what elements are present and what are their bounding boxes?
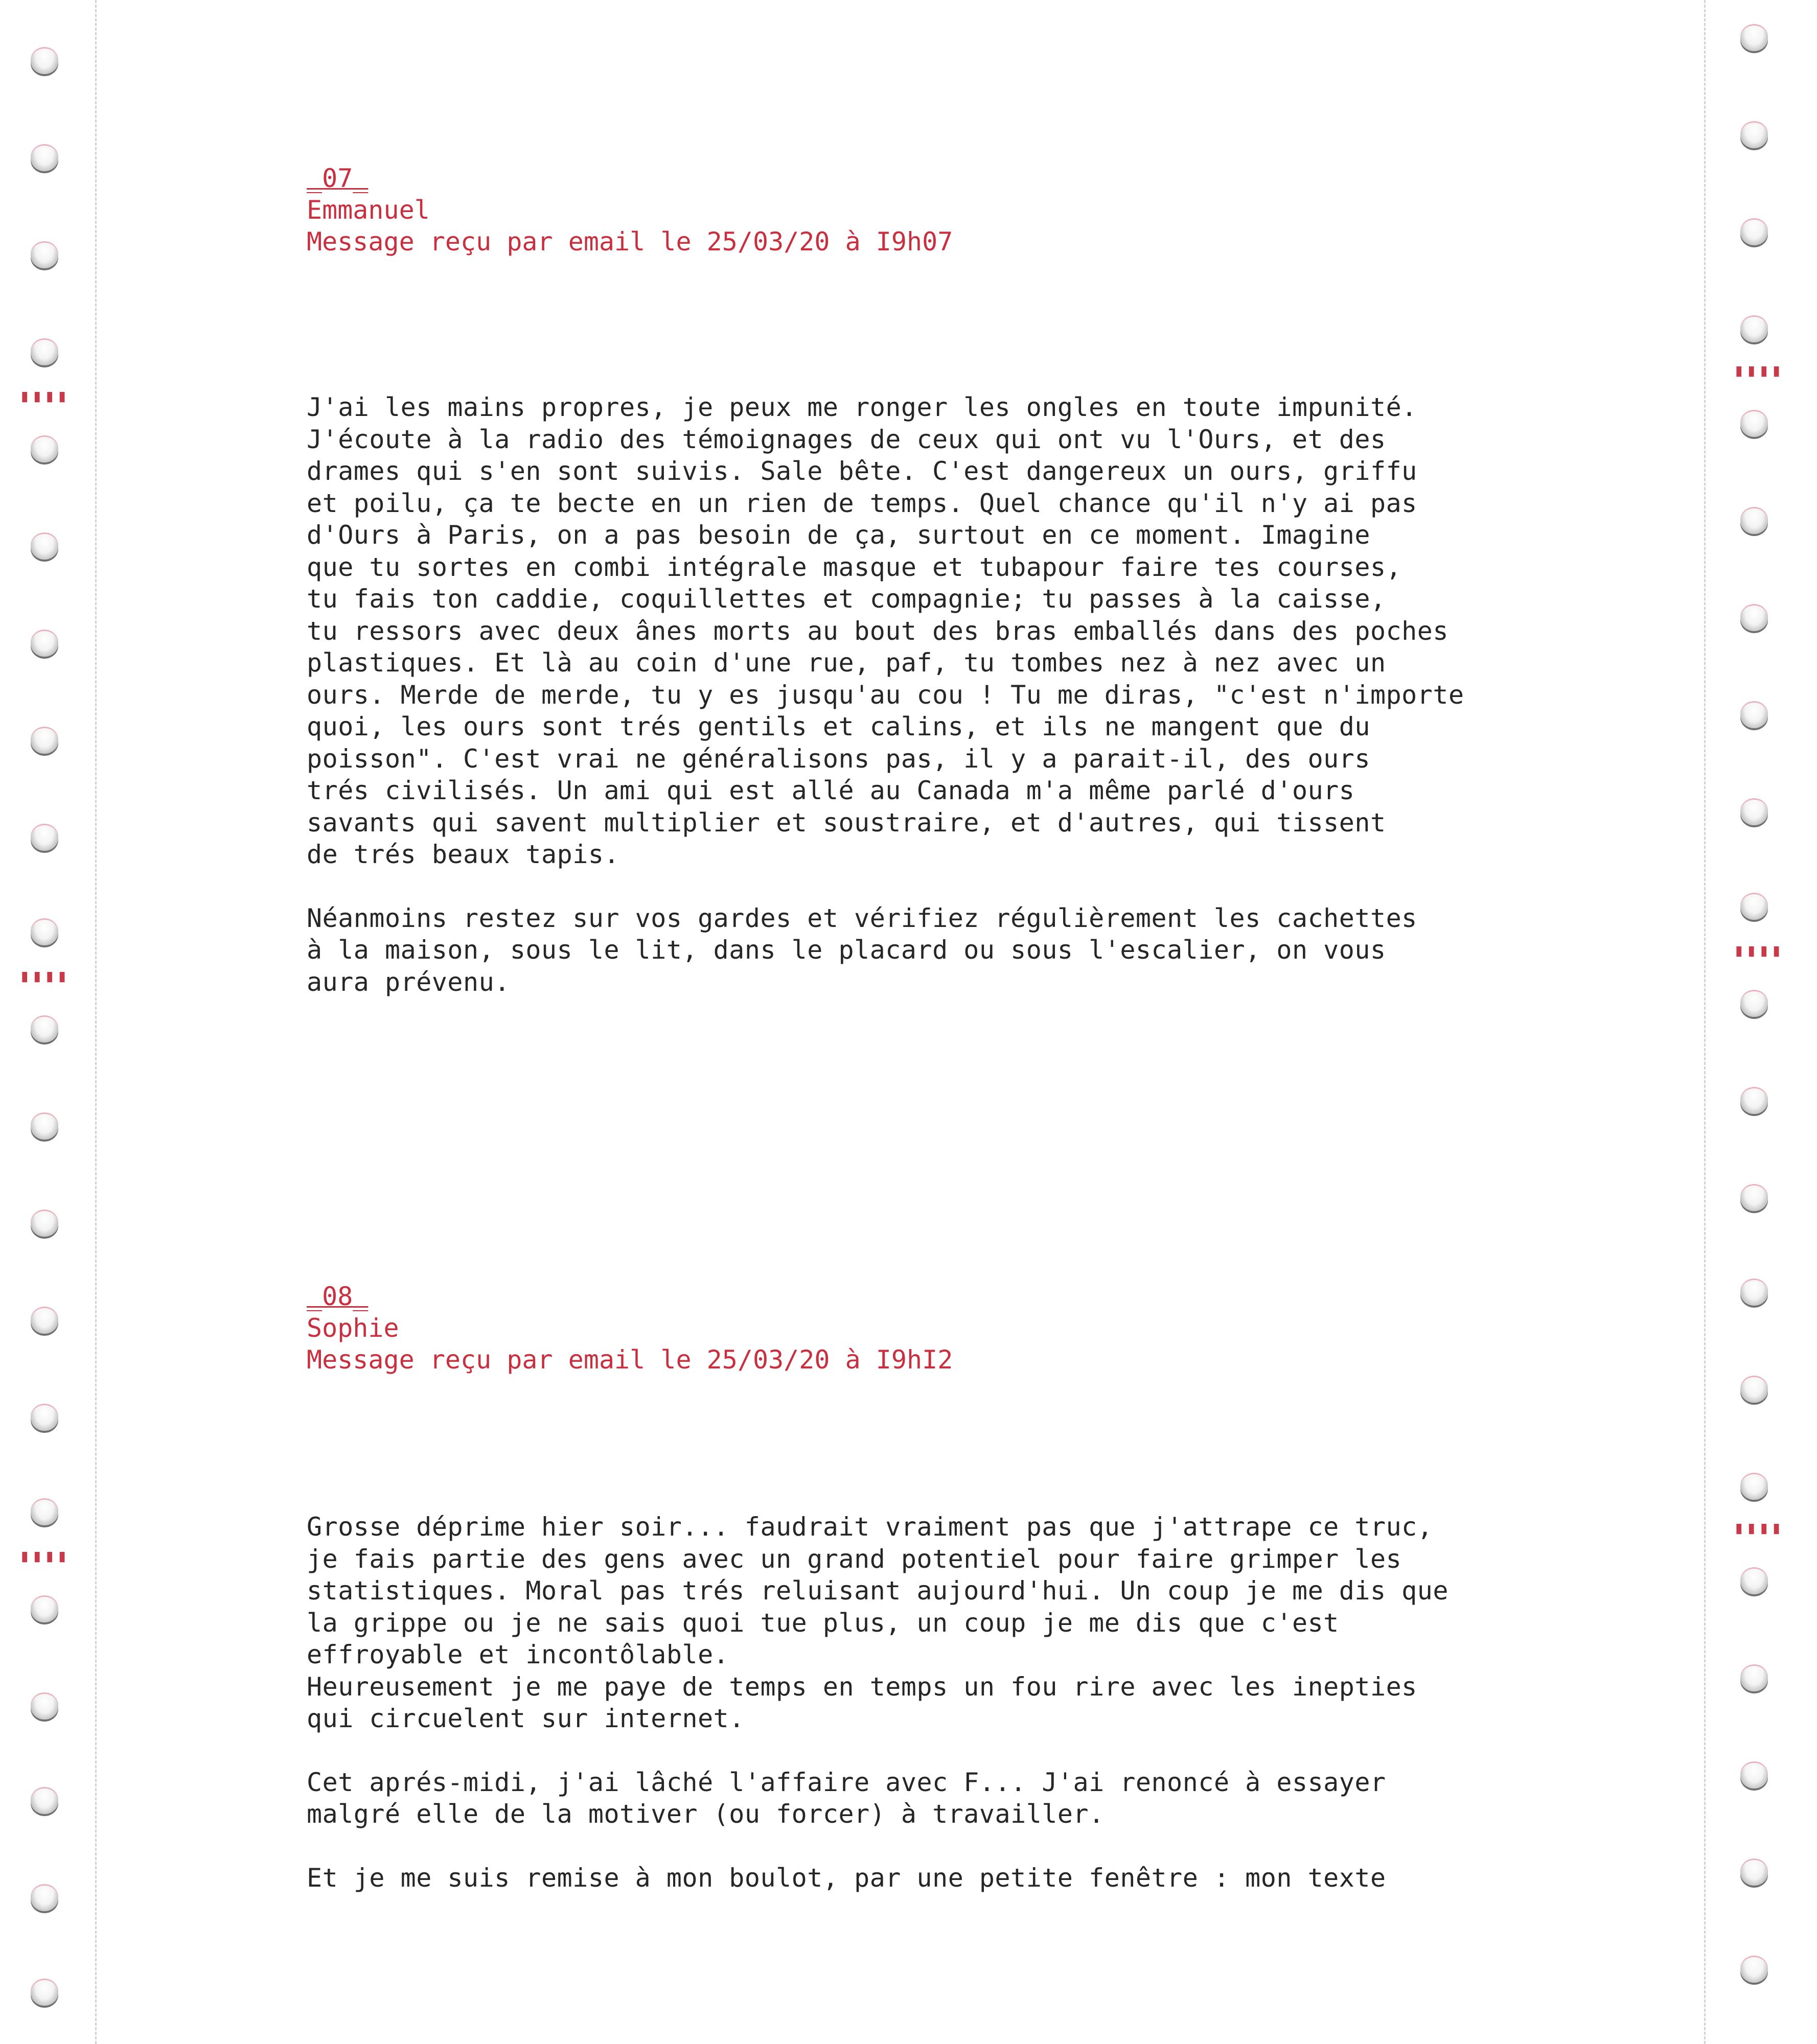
page-mark-ticks: ▮▮▮▮ <box>1734 1518 1784 1538</box>
feed-hole <box>31 1597 58 1622</box>
left-perforation-line <box>95 0 97 2044</box>
message-header: Message reçu par email le 25/03/20 à I9h07 <box>307 227 953 257</box>
left-feed-strip <box>0 0 97 2044</box>
message-author: Emmanuel <box>307 195 430 225</box>
message-number: _08_ <box>307 1282 369 1311</box>
message-paragraph: J'ai les mains propres, je peux me ronger les ongles en toute impunité. J'écoute à la radio des témoignages de ceux qui ont vu l'Ours, et des drames qui s'en sont suivis. Sale bête. C'est dangereux un ours, griffu et poilu, ça te becte en un rien de temps. Quel chance qu'il n'y ai pas d'Ours à Paris, on a pas besoin de ça, surtout en ce moment. Imagine que tu sortes en combi intégrale masque et tubapour faire tes courses, tu fais ton caddie, coquillettes et compagnie; tu passes à la caisse, tu ressors avec deux ânes morts au bout des bras emballés dans des poches plastiques. Et là au coin d'une rue, paf, tu tombes nez à nez avec un ours. Merde de merde, tu y es jusqu'au cou ! Tu me diras, "c'est n'importe quoi, les ours sont trés gentils et calins, et ils ne mangent que du poisson". C'est vrai ne généralisons pas, il y a parait-il, des ours trés civilisés. Un ami qui est allé au Canada m'a même parlé d'ours savants qui savent multiplier et soustraire, et d'autres, qui tissent de trés beaux tapis. <box>307 392 1464 869</box>
message-paragraph: Néanmoins restez sur vos gardes et vérifiez régulièrement les cachettes à la maison, sous le lit, dans le placard ou sous l'escalier, on vous aura prévenu. <box>307 903 1417 997</box>
feed-hole <box>31 1308 58 1334</box>
feed-hole <box>1740 1957 1768 1983</box>
feed-hole <box>31 825 58 851</box>
feed-hole <box>31 631 58 657</box>
feed-hole <box>1740 220 1768 245</box>
message-header: Message reçu par email le 25/03/20 à I9hI2 <box>307 1345 953 1375</box>
feed-hole <box>1740 508 1768 534</box>
feed-hole <box>31 243 58 268</box>
feed-hole <box>1740 123 1768 148</box>
feed-hole <box>1740 317 1768 342</box>
feed-hole <box>1740 1474 1768 1500</box>
feed-hole <box>31 340 58 365</box>
message-author: Sophie <box>307 1313 399 1343</box>
feed-hole <box>31 920 58 945</box>
feed-hole <box>1740 800 1768 825</box>
message-number: _07_ <box>307 164 369 193</box>
feed-hole <box>1740 1280 1768 1306</box>
feed-hole <box>31 1114 58 1140</box>
feed-hole <box>31 49 58 74</box>
message-paragraph: Grosse déprime hier soir... faudrait vraiment pas que j'attrape ce truc, je fais partie des gens avec un grand potentiel pour faire grimper les statistiques. Moral pas trés reluisant aujourd'hui. Un coup je me dis que la grippe ou je ne sais quoi tue plus, un coup je me dis que c'est effroyable et incontôlable. Heureusement je me paye de temps en temps un fou rire avec les inepties qui circuelent sur internet. <box>307 1512 1448 1733</box>
feed-hole <box>1740 1569 1768 1594</box>
feed-hole <box>31 1886 58 1911</box>
feed-hole <box>1740 703 1768 728</box>
feed-hole <box>1740 1763 1768 1788</box>
feed-hole <box>31 437 58 462</box>
page-mark-ticks: ▮▮▮▮ <box>1734 940 1784 961</box>
page-mark-ticks: ▮▮▮▮ <box>19 966 70 986</box>
right-feed-strip <box>1702 0 1817 2044</box>
feed-hole <box>31 1694 58 1720</box>
page-mark-ticks: ▮▮▮▮ <box>19 386 70 406</box>
feed-hole <box>31 1211 58 1237</box>
message-paragraph: Et je me suis remise à mon boulot, par une petite fenêtre : mon texte <box>307 1863 1386 1893</box>
feed-hole <box>31 534 58 560</box>
feed-hole <box>31 146 58 171</box>
feed-hole <box>31 728 58 754</box>
feed-hole <box>1740 1088 1768 1114</box>
message-block-08 <box>307 1281 1533 1894</box>
feed-hole <box>1740 1860 1768 1886</box>
feed-hole <box>31 1017 58 1042</box>
feed-hole <box>31 1405 58 1431</box>
feed-hole <box>1740 894 1768 920</box>
feed-hole <box>1740 1666 1768 1691</box>
feed-hole <box>1740 606 1768 631</box>
feed-hole <box>1740 1186 1768 1211</box>
feed-hole <box>1740 26 1768 51</box>
feed-hole <box>31 1500 58 1525</box>
feed-hole <box>1740 411 1768 437</box>
page-mark-ticks: ▮▮▮▮ <box>1734 360 1784 381</box>
page-mark-ticks: ▮▮▮▮ <box>19 1546 70 1566</box>
message-paragraph: Cet aprés-midi, j'ai lâché l'affaire avec F... J'ai renoncé à essayer malgré elle de la motiver (ou forcer) à travailler. <box>307 1767 1386 1829</box>
feed-hole <box>31 1788 58 1814</box>
feed-hole <box>1740 991 1768 1017</box>
feed-hole <box>31 1980 58 2006</box>
feed-hole <box>1740 1377 1768 1403</box>
right-perforation-line <box>1704 0 1706 2044</box>
message-block-07 <box>307 162 1533 998</box>
